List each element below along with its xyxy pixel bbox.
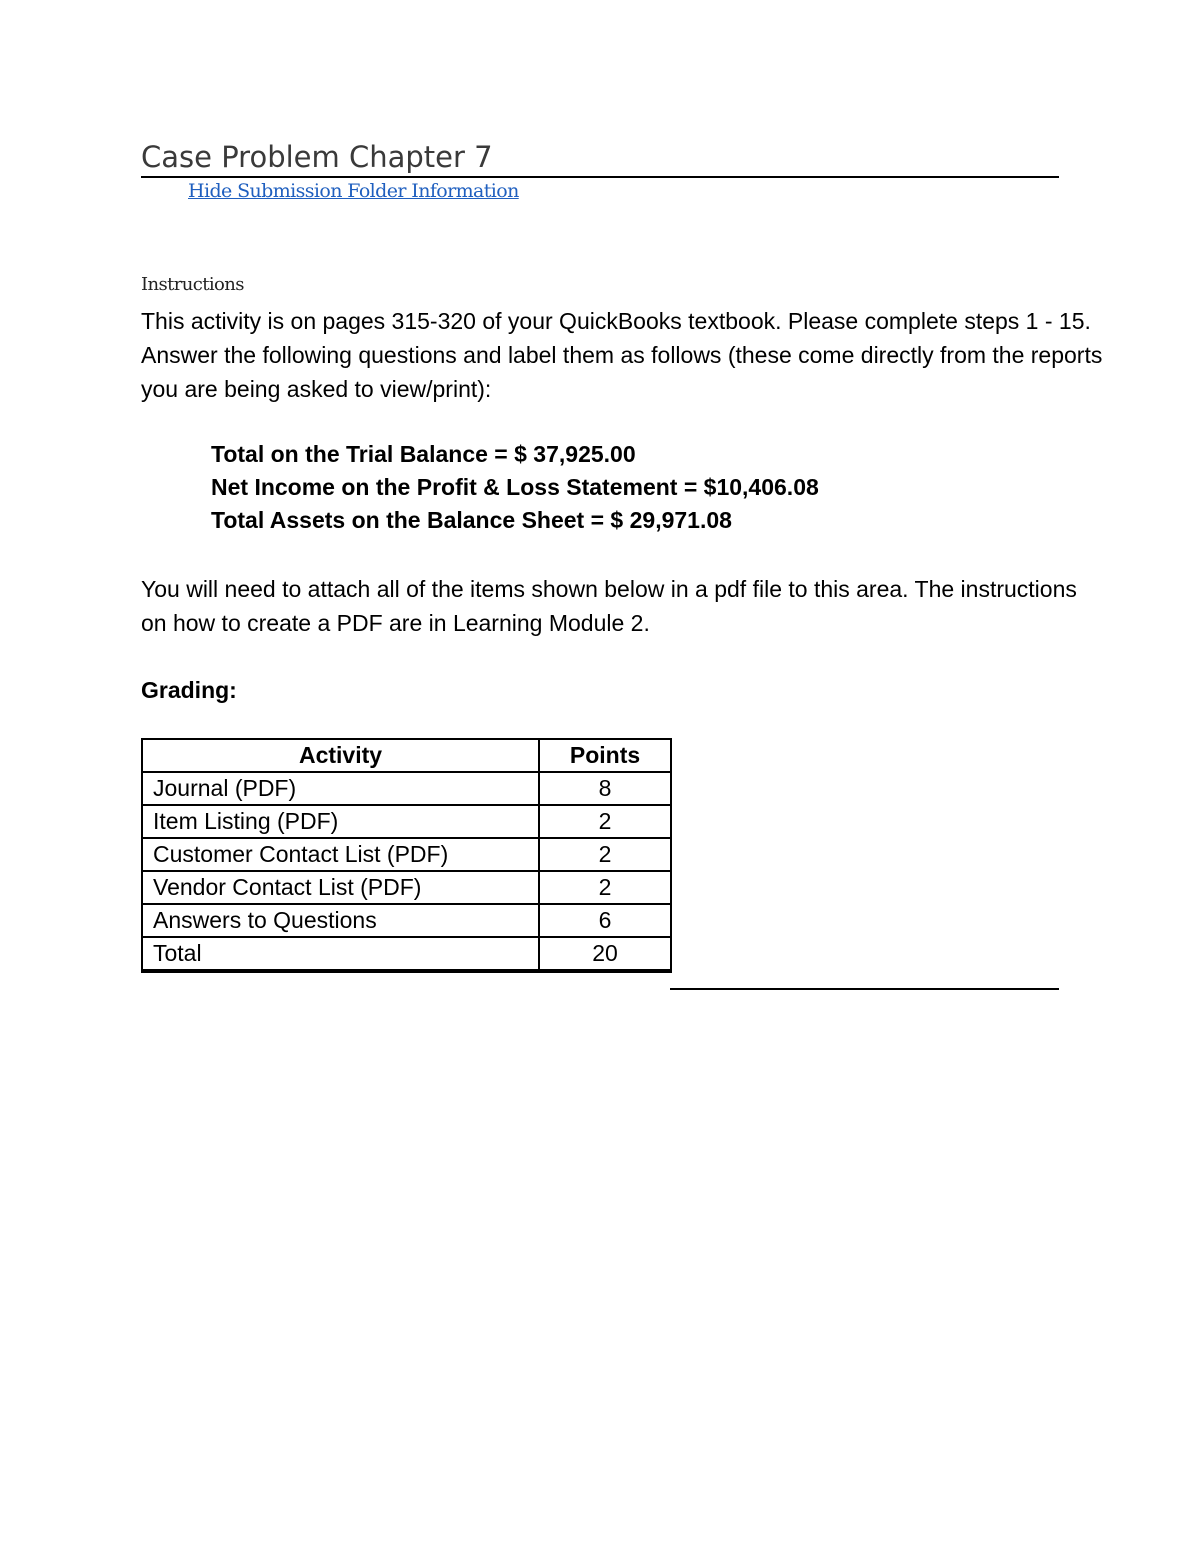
bottom-rule [670, 988, 1059, 990]
table-row [142, 904, 671, 937]
attachment-line: You will need to attach all of the items shown below in a pdf file to this area. The instructions [141, 576, 1077, 602]
points-cell: 2 [539, 805, 671, 838]
activity-cell: Vendor Contact List (PDF) [142, 871, 539, 904]
instructions-paragraph [141, 304, 1200, 406]
table-row [142, 805, 671, 838]
hide-submission-folder-link[interactable]: Hide Submission Folder Information [188, 180, 519, 202]
answers-block [211, 438, 819, 537]
points-cell: 2 [539, 838, 671, 871]
total-label-cell: Total [142, 937, 539, 971]
table-row [142, 772, 671, 805]
table-header-row [142, 739, 671, 772]
page-title: Case Problem Chapter 7 [141, 138, 1059, 178]
points-cell: 8 [539, 772, 671, 805]
table-total-row [142, 937, 671, 971]
activity-cell: Journal (PDF) [142, 772, 539, 805]
answer-net-income: Net Income on the Profit & Loss Statement = $10,406.08 [211, 474, 819, 500]
answer-trial-balance: Total on the Trial Balance = $ 37,925.00 [211, 441, 636, 467]
attachment-paragraph [141, 572, 1200, 640]
attachment-line: on how to create a PDF are in Learning Module 2. [141, 610, 650, 636]
answer-total-assets: Total Assets on the Balance Sheet = $ 29,971.08 [211, 507, 732, 533]
grading-label: Grading: [141, 677, 237, 703]
instructions-label: Instructions [141, 274, 244, 295]
total-points-cell: 20 [539, 937, 671, 971]
points-cell: 6 [539, 904, 671, 937]
instructions-line: you are being asked to view/print): [141, 376, 492, 402]
header-points: Points [539, 739, 671, 772]
table-row [142, 838, 671, 871]
activity-cell: Answers to Questions [142, 904, 539, 937]
table-row [142, 871, 671, 904]
instructions-line: This activity is on pages 315-320 of your QuickBooks textbook. Please complete steps 1 - 15. [141, 308, 1091, 334]
points-cell: 2 [539, 871, 671, 904]
header-activity: Activity [142, 739, 539, 772]
instructions-line: Answer the following questions and label them as follows (these come directly from the reports [141, 342, 1103, 368]
activity-cell: Item Listing (PDF) [142, 805, 539, 838]
grading-table [141, 738, 672, 973]
activity-cell: Customer Contact List (PDF) [142, 838, 539, 871]
